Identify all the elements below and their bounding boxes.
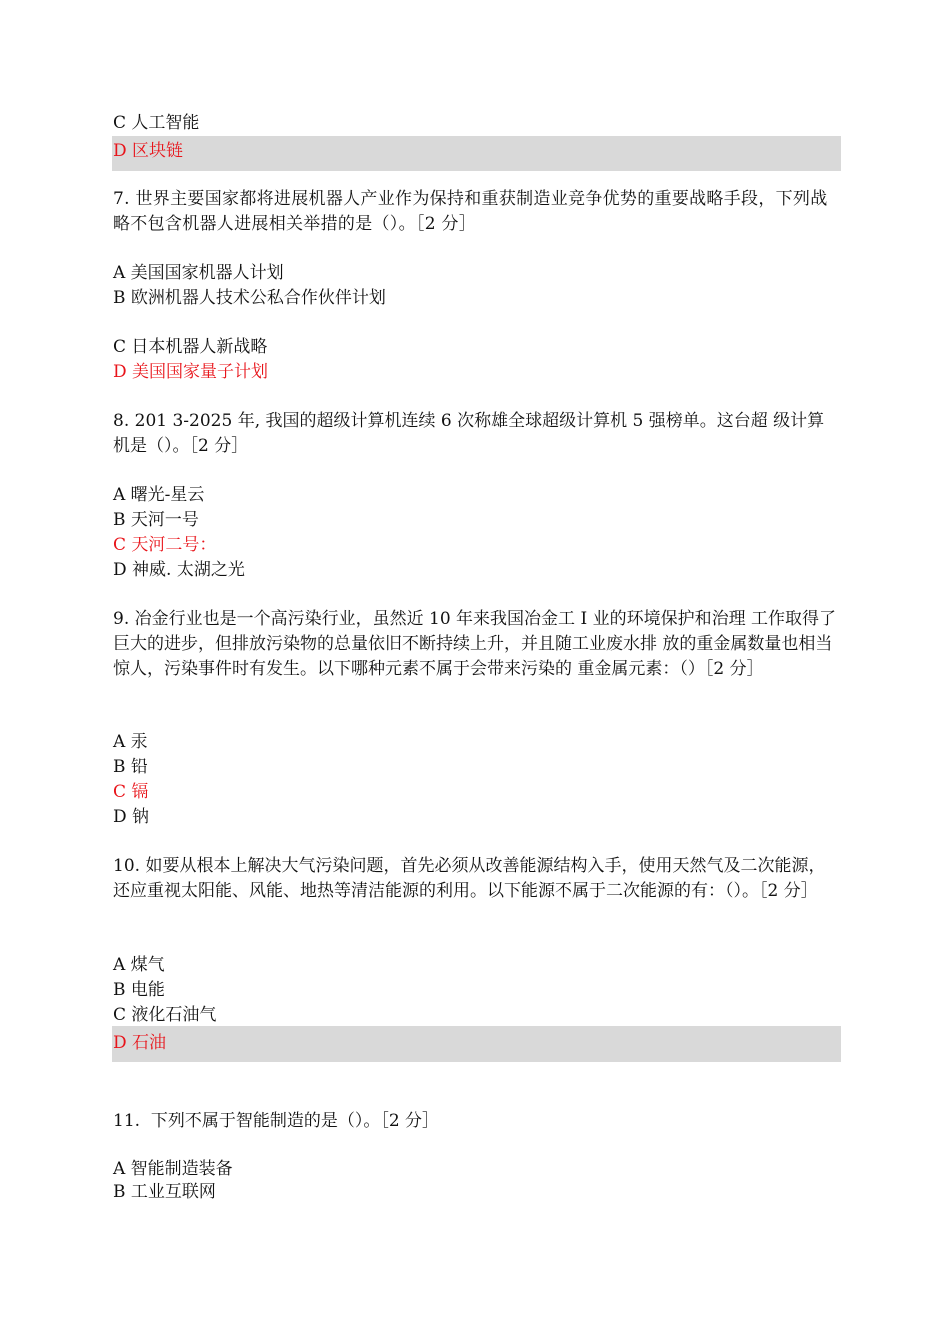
q9-option-b: B 铅 xyxy=(113,757,148,777)
q6-option-d-answer: D 区块链 xyxy=(113,141,184,161)
q8-option-c-answer: C 天河二号： xyxy=(113,535,217,555)
answer-highlight-band xyxy=(112,136,841,171)
q9-option-d: D 钠 xyxy=(113,807,150,827)
q10-option-d-answer: D 石油 xyxy=(113,1033,167,1053)
q9-stem: 9. 冶金行业也是一个高污染行业，虽然近 10 年来我国冶金工 I 业的环境保护和治理 工作取得了巨大的进步，但排放污染物的总量依旧不断持续上升，并且随工业废水排 放的重金属数量也相当惊人，污染事件时有发生。以下哪种元素不属于会带来污染的 重金属元素：（）［2 分］ xyxy=(113,609,836,679)
q11-option-b: B 工业互联网 xyxy=(113,1182,216,1202)
q10-stem: 10. 如要从根本上解决大气污染问题，首先必须从改善能源结构入手，使用天然气及二次能源，还应重视太阳能、风能、地热等清洁能源的利用。以下能源不属于二次能源的有：（）。［2 分］ xyxy=(113,856,826,901)
q7-option-b: B 欧洲机器人技术公私合作伙伴计划 xyxy=(113,288,386,308)
q8-stem: 8. 201 3-2025 年, 我国的超级计算机连续 6 次称雄全球超级计算机 5 强榜单。这台超 级计算机是（）。［2 分］ xyxy=(113,411,825,456)
q10-option-a: A 煤气 xyxy=(113,955,165,975)
q8-option-a: A 曙光-星云 xyxy=(113,485,205,505)
q10-option-c: C 液化石油气 xyxy=(113,1005,217,1025)
q8-option-b: B 天河一号 xyxy=(113,510,199,530)
q9-option-c-answer: C 镉 xyxy=(113,782,149,802)
q7-option-c: C 日本机器人新战略 xyxy=(113,337,268,357)
q11-stem: 11. 下列不属于智能制造的是（）。［2 分］ xyxy=(113,1111,440,1131)
q8-option-d: D 神威. 太湖之光 xyxy=(113,560,245,580)
q7-option-d-answer: D 美国国家量子计划 xyxy=(113,362,269,382)
answer-highlight-band xyxy=(112,1026,841,1062)
q11-option-a: A 智能制造装备 xyxy=(113,1159,233,1179)
q7-option-a: A 美国国家机器人计划 xyxy=(113,263,284,283)
q9-option-a: A 汞 xyxy=(113,732,148,752)
q10-option-b: B 电能 xyxy=(113,980,165,1000)
q7-stem: 7. 世界主要国家都将进展机器人产业作为保持和重获制造业竞争优势的重要战略手段，下列战略不包含机器人进展相关举措的是（）。［2 分］ xyxy=(113,189,828,234)
q6-option-c: C 人工智能 xyxy=(113,113,200,133)
